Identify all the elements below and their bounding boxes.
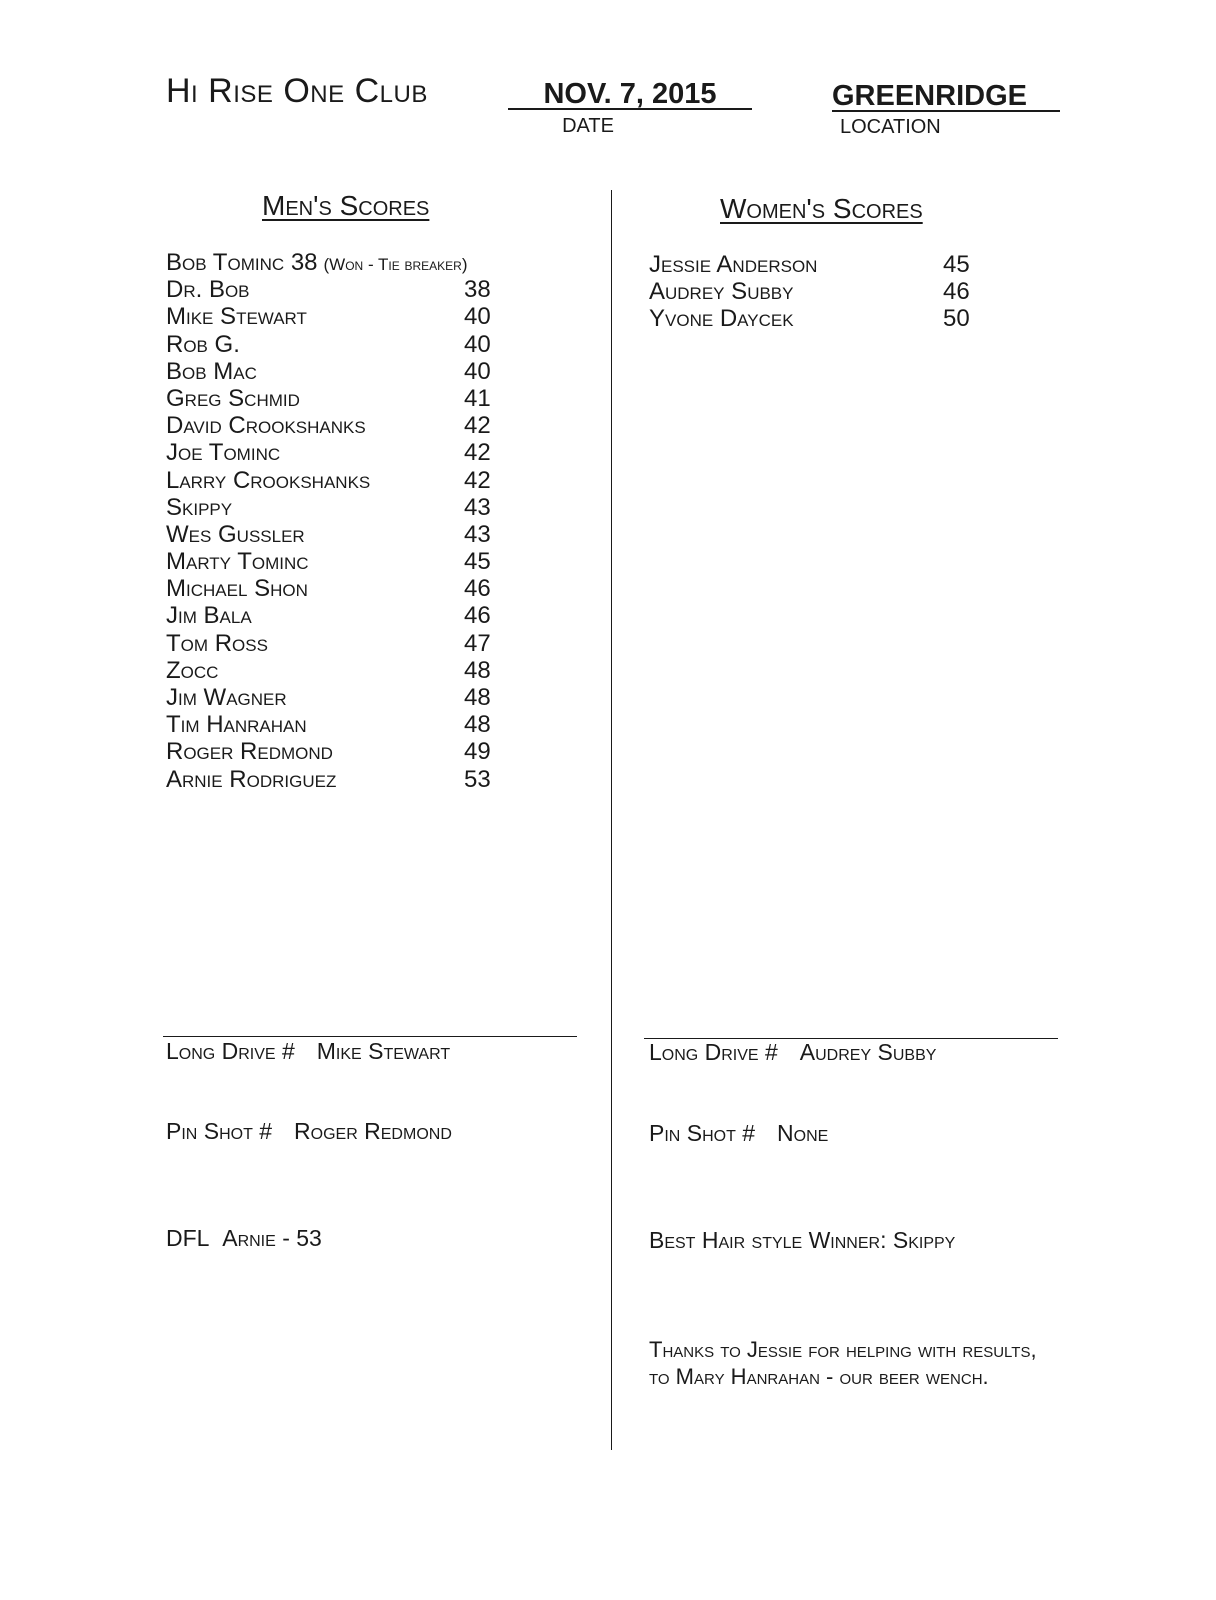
player-name: Marty Tominc: [166, 548, 309, 576]
player-name: Jim Wagner: [166, 684, 287, 711]
womens-scores-heading: Women's Scores: [720, 193, 923, 224]
dfl-label: DFL: [166, 1225, 210, 1251]
long-drive-label: Long Drive #: [649, 1039, 778, 1065]
pin-shot-label: Pin Shot #: [166, 1118, 273, 1144]
player-score: 49: [464, 738, 491, 766]
mens-scores-heading: Men's Scores: [262, 190, 430, 221]
long-drive-label: Long Drive #: [166, 1038, 295, 1064]
player-score: 46: [464, 602, 491, 630]
list-item: [166, 331, 586, 358]
player-score: 42: [464, 439, 491, 467]
list-item: [166, 303, 586, 330]
womens-pin-shot: [649, 1120, 828, 1147]
list-item: [166, 711, 586, 738]
player-score: 40: [464, 357, 491, 385]
player-score: 48: [464, 711, 491, 739]
club-name: Hi Rise One Club: [166, 72, 428, 110]
player-name: Audrey Subby: [649, 278, 794, 306]
long-drive-winner: Mike Stewart: [316, 1038, 451, 1064]
player-score: 53: [464, 765, 491, 793]
list-item: [166, 467, 586, 494]
player-name: Bob Mac: [166, 357, 257, 385]
list-item: [649, 278, 1009, 305]
player-score: 38: [464, 276, 491, 304]
date-underline: [508, 108, 752, 110]
player-name: Joe Tominc: [166, 439, 281, 467]
player-name: Rob G.: [166, 330, 240, 358]
player-name: Yvone Daycek: [649, 305, 794, 333]
player-score: 50: [943, 305, 970, 333]
list-item: [166, 684, 586, 711]
player-name: Bob Tominc: [166, 249, 285, 276]
player-score: 46: [464, 575, 491, 603]
list-item: [166, 548, 586, 575]
list-item: [166, 657, 586, 684]
list-item: [166, 630, 586, 657]
location-value: GREENRIDGE: [832, 80, 1027, 112]
player-name: Jim Bala: [166, 602, 252, 630]
pin-shot-label: Pin Shot #: [649, 1120, 756, 1146]
list-item: [649, 305, 1009, 332]
womens-long-drive: [649, 1039, 936, 1066]
list-item: [166, 521, 586, 548]
player-name: Wes Gussler: [166, 520, 305, 548]
player-name: Arnie Rodriguez: [166, 765, 337, 793]
player-score: 45: [943, 251, 970, 278]
mens-awards-divider: [163, 1036, 577, 1037]
location-underline: [832, 110, 1060, 112]
list-item: [166, 738, 586, 765]
player-entry: [166, 249, 467, 278]
player-name: Larry Crookshanks: [166, 466, 371, 494]
dfl-value: Arnie - 53: [222, 1225, 322, 1251]
player-name: Tom Ross: [166, 629, 268, 657]
player-score: 46: [943, 278, 970, 306]
location-label: LOCATION: [840, 116, 941, 138]
player-score: 47: [464, 629, 491, 657]
player-name: Michael Shon: [166, 575, 308, 603]
mens-long-drive: [166, 1038, 450, 1065]
player-name: Mike Stewart: [166, 303, 307, 331]
list-item: [166, 575, 586, 602]
list-item: [166, 249, 586, 276]
womens-score-list: [649, 251, 1009, 333]
player-score: 40: [464, 330, 491, 358]
player-name: Roger Redmond: [166, 738, 333, 766]
date-label: DATE: [562, 115, 614, 137]
list-item: [166, 439, 586, 466]
player-score: 48: [464, 684, 491, 711]
list-item: [166, 602, 586, 629]
long-drive-winner: Audrey Subby: [799, 1039, 937, 1065]
player-score: 43: [464, 493, 491, 521]
player-name: Skippy: [166, 493, 233, 521]
player-score: 45: [464, 548, 491, 576]
player-name: Zocc: [166, 656, 219, 684]
thanks-note: Thanks to Jessie for helping with results, to Mary Hanrahan - our beer wench.: [649, 1337, 1037, 1389]
player-name: Greg Schmid: [166, 384, 300, 412]
mens-score-list: [166, 249, 586, 793]
tie-breaker-note: (Won - Tie breaker): [323, 255, 468, 274]
player-score: 41: [464, 384, 491, 412]
mens-dfl: [166, 1225, 322, 1252]
list-item: [166, 494, 586, 521]
player-name: David Crookshanks: [166, 412, 366, 440]
list-item: [649, 251, 1009, 278]
column-divider: [611, 190, 612, 1450]
pin-shot-winner: Roger Redmond: [294, 1118, 452, 1144]
player-score: 38: [290, 249, 318, 276]
player-name: Dr. Bob: [166, 276, 250, 304]
mens-pin-shot: [166, 1118, 452, 1145]
list-item: [166, 358, 586, 385]
list-item: [166, 412, 586, 439]
list-item: [166, 276, 586, 303]
player-score: 40: [464, 303, 491, 331]
date-value: NOV. 7, 2015: [543, 78, 717, 110]
player-score: 43: [464, 520, 491, 548]
player-name: Tim Hanrahan: [166, 711, 307, 739]
player-name: Jessie Anderson: [649, 251, 818, 278]
list-item: [166, 385, 586, 412]
player-score: 42: [464, 412, 491, 440]
pin-shot-winner: None: [777, 1120, 829, 1146]
list-item: [166, 766, 586, 793]
best-hair-style-winner: Best Hair style Winner: Skippy: [649, 1227, 956, 1253]
player-score: 42: [464, 466, 491, 494]
player-score: 48: [464, 656, 491, 684]
